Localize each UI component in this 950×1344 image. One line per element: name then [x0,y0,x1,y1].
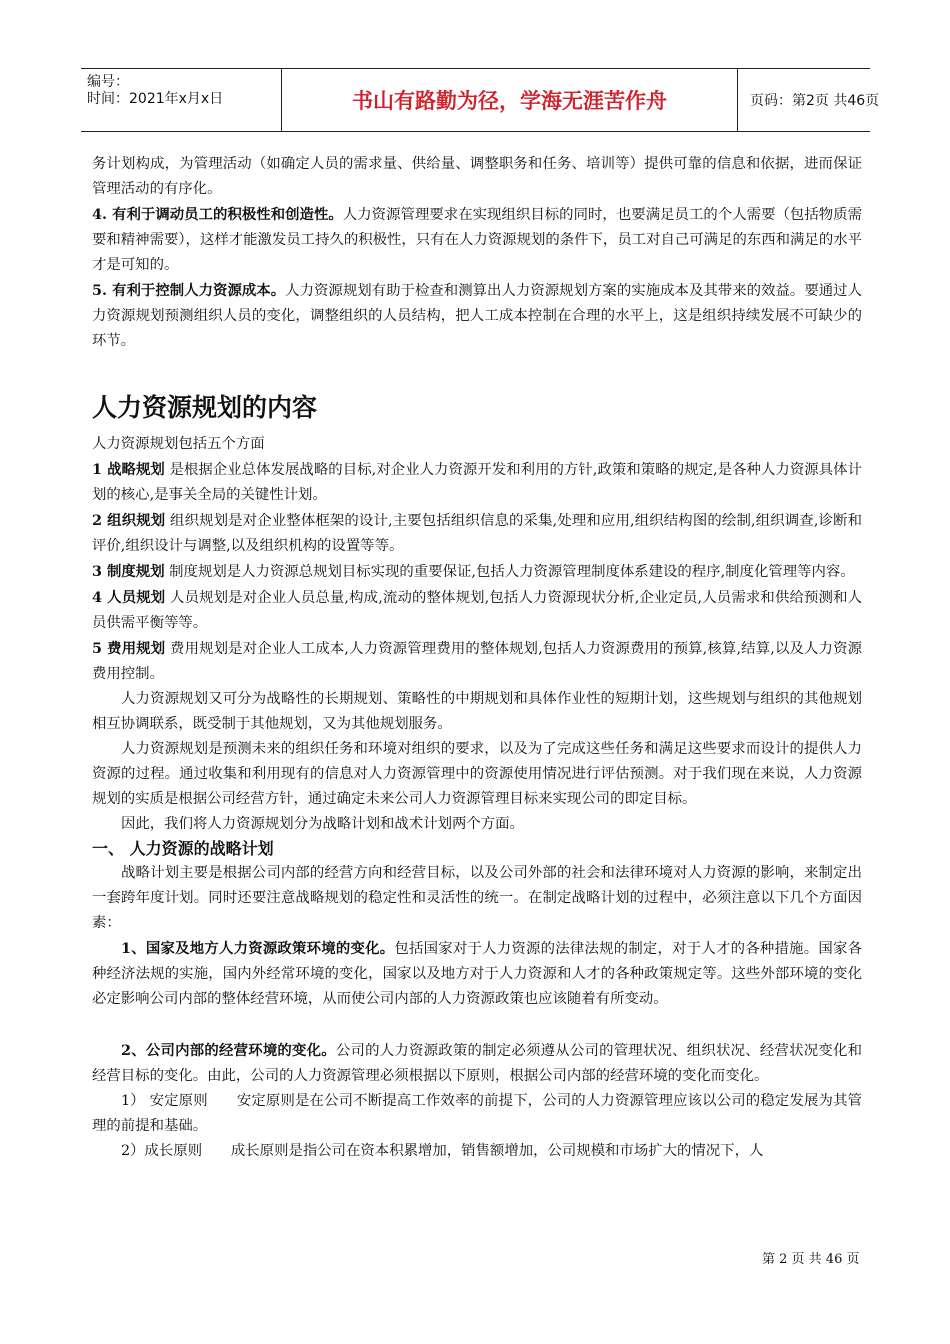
header-meta [81,69,281,131]
paragraph: 1） 安定原则 安定原则是在公司不断提高工作效率的前提下，公司的人力资源管理应该以公司的稳定发展为其管理的前提和基础。 [92,1093,862,1134]
paragraph: 人力资源规划包括五个方面 [92,436,265,452]
paragraph: 2）成长原则 成长原则是指公司在资本积累增加，销售额增加，公司规模和市场扩大的情况下，人 [121,1143,764,1159]
list-item: 5 费用规划 费用规划是对企业人工成本,人力资源管理费用的整体规划,包括人力资源费用的预算,核算,结算,以及人力资源费用控制。 [92,640,863,682]
section-heading: 人力资源规划的内容 [92,393,318,422]
paragraph: 因此，我们将人力资源规划分为战略计划和战术计划两个方面。 [121,816,524,832]
paragraph: 人力资源规划是预测未来的组织任务和环境对组织的要求，以及为了完成这些任务和满足这些要求而设计的提供人力资源的过程。通过收集和利用现有的信息对人力资源管理中的资源使用情况进行评估预测。对于我们现在来说，人力资源规划的实质是根据公司经营方针，通过确定未来公司人力资源管理目标来实现公司的即定目标。 [92,741,862,807]
bold-lead: 4. 有利于调动员工的积极性和创造性。 [92,206,343,223]
spacer [92,1012,862,1038]
paragraph: 1、国家及地方人力资源政策环境的变化。包括国家对于人力资源的法律法规的制定，对于人才的各种措施。国家各种经济法规的实施，国内外经常环境的变化，国家以及地方对于人力资源和人才的各种政策规定等。这些外部环境的变化必定影响公司内部的整体经营环境，从而使公司内部的人力资源政策也应该随着有所变动。 [92,940,863,1007]
header-motto: 书山有路勤为径，学海无涯苦作舟 [352,89,667,113]
list-item: 2 组织规划 组织规划是对企业整体框架的设计,主要包括组织信息的采集,处理和应用,组织结构图的绘制,组织调查,诊断和评价,组织设计与调整,以及组织机构的设置等等。 [92,512,863,554]
page-footer: 第 2 页 共 46 页 [762,1252,860,1267]
header-motto-cell [281,69,738,131]
paragraph: 4. 有利于调动员工的积极性和创造性。人力资源管理要求在实现组织目标的同时，也要满足员工的个人需要（包括物质需要和精神需要），这样才能激发员工持久的积极性，只有在人力资源规划的条件下，员工对自己可满足的东西和满足的水平才是可知的。 [92,206,862,273]
paragraph: 5. 有利于控制人力资源成本。人力资源规划有助于检查和测算出人力资源规划方案的实施成本及其带来的效益。要通过人力资源规划预测组织人员的变化，调整组织的人员结构，把人工成本控制在合理的水平上，这是组织持续发展不可缺少的环节。 [92,282,862,349]
paragraph: 战略计划主要是根据公司内部的经营方向和经营目标，以及公司外部的社会和法律环境对人力资源的影响，来制定出一套跨年度计划。同时还要注意战略规划的稳定性和灵活性的统一。在制定战略计划的过程中，必须注意以下几个方面因素： [92,865,862,931]
list-item: 1 战略规划 是根据企业总体发展战略的目标,对企业人力资源开发和利用的方针,政策和策略的规定,是各种人力资源具体计划的核心,是事关全局的关键性计划。 [92,461,862,503]
document-date: 时间：2021年x月x日 [87,91,224,107]
paragraph: 人力资源规划又可分为战略性的长期规划、策略性的中期规划和具体作业性的短期计划，这些规划与组织的其他规划相互协调联系，既受制于其他规划，又为其他规划服务。 [92,691,862,732]
list-item: 4 人员规划 人员规划是对企业人员总量,构成,流动的整体规划,包括人力资源现状分析,企业定员,人员需求和供给预测和人员供需平衡等等。 [92,589,863,631]
subsection-heading: 一、 人力资源的战略计划 [92,839,274,858]
bold-lead: 5. 有利于控制人力资源成本。 [92,282,286,299]
document-body [92,152,862,1164]
page-header [81,68,880,132]
list-item: 3 制度规划 制度规划是人力资源总规划目标实现的重要保证,包括人力资源管理制度体系建设的程序,制度化管理等内容。 [92,563,855,580]
paragraph: 务计划构成，为管理活动（如确定人员的需求量、供给量、调整职务和任务、培训等）提供可靠的信息和依据，进而保证管理活动的有序化。 [92,156,862,197]
paragraph: 2、公司内部的经营环境的变化。公司的人力资源政策的制定必须遵从公司的管理状况、组织状况、经营状况变化和经营目标的变化。由此，公司的人力资源管理必须根据以下原则，根据公司内部的经营环境的变化而变化。 [92,1042,862,1084]
header-page-info: 页码：第2页 共46页 [750,93,880,109]
document-number: 编号： [87,74,129,90]
